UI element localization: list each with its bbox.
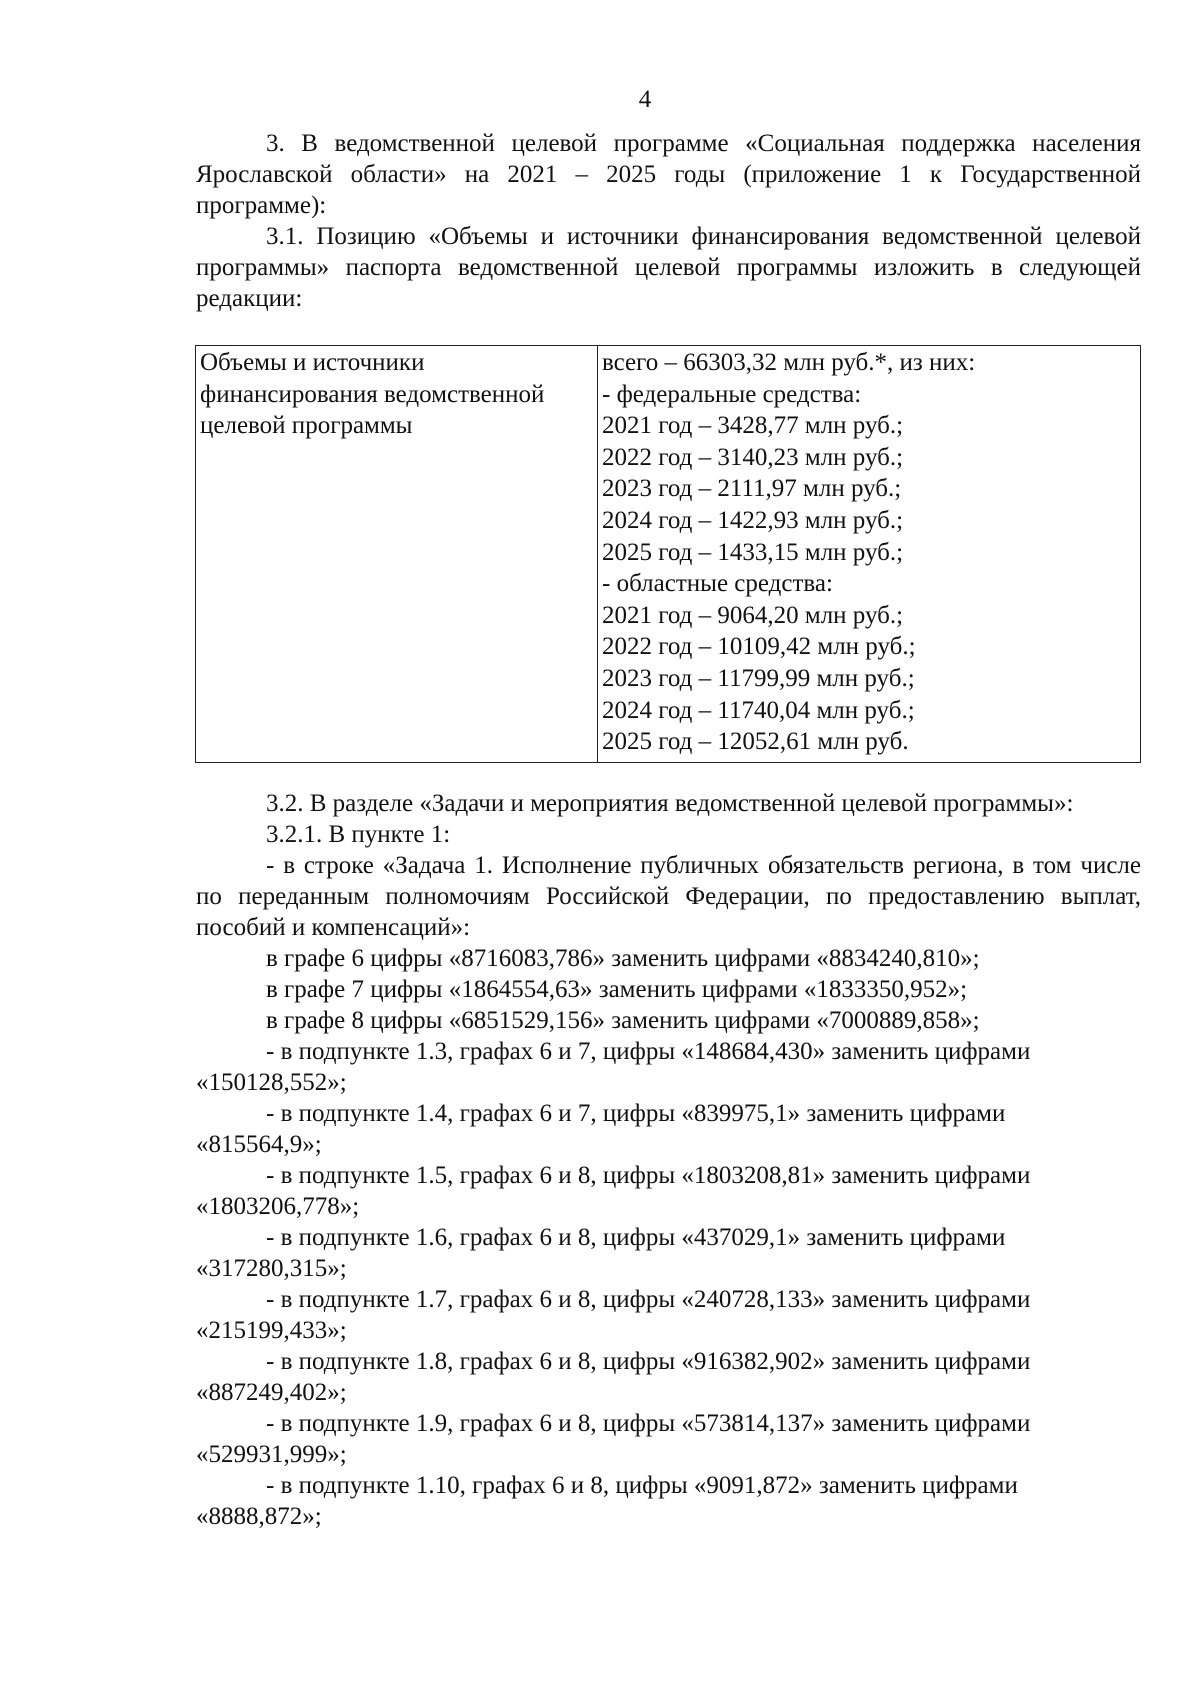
- subitem-1-10: [196, 1470, 1141, 1532]
- subitem-1-9: [196, 1408, 1141, 1470]
- page-number: 4: [638, 86, 652, 113]
- financing-line: - областные средства:: [602, 570, 833, 598]
- financing-line: 2024 год – 11740,04 млн руб.;: [602, 696, 915, 724]
- subitem-value: «317280,315»;: [196, 1255, 347, 1282]
- subitem-text: - в подпункте 1.8, графах 6 и 8, цифры «916382,902» заменить цифрами: [266, 1348, 1031, 1375]
- financing-line: 2024 год – 1422,93 млн руб.;: [602, 506, 904, 534]
- subitem-1-4: [196, 1098, 1141, 1160]
- financing-table-row: [196, 346, 1141, 763]
- subitem-value: «815564,9»;: [196, 1131, 322, 1158]
- financing-line: 2022 год – 10109,42 млн руб.;: [602, 633, 916, 661]
- section-3-intro: 3. В ведомственной целевой программе «Социальная поддержка населения Ярославской области» на 2021 – 2025 годы (приложение 1 к Государственной программе):: [196, 130, 1141, 219]
- financing-table-values: [598, 346, 1141, 763]
- financing-line: 2023 год – 2111,97 млн руб.;: [602, 475, 902, 503]
- section-3-2-1: 3.2.1. В пункте 1:: [266, 821, 451, 848]
- subitem-value: «8888,872»;: [196, 1503, 322, 1530]
- financing-line: 2021 год – 3428,77 млн руб.;: [602, 412, 904, 440]
- financing-table-label: Объемы и источники финансирования ведомственной целевой программы: [196, 346, 598, 763]
- graph-6-instruction: в графе 6 цифры «8716083,786» заменить цифрами «8834240,810»;: [266, 945, 980, 972]
- subitem-text: - в подпункте 1.6, графах 6 и 8, цифры «437029,1» заменить цифрами: [266, 1224, 1006, 1251]
- subitem-value: «1803206,778»;: [196, 1193, 360, 1220]
- financing-table: [195, 345, 1141, 763]
- task-row-instruction: - в строке «Задача 1. Исполнение публичных обязательств региона, в том числе по переданным полномочиям Российской Федерации, по предоставлению выплат, пособий и компенсаций»:: [196, 852, 1141, 941]
- item-3-1: 3.1. Позицию «Объемы и источники финансирования ведомственной целевой программы» паспорта ведомственной целевой программы изложить в следующей редакции:: [196, 223, 1141, 312]
- financing-line: 2022 год – 3140,23 млн руб.;: [602, 443, 904, 471]
- financing-line: всего – 66303,32 млн руб.*, из них:: [602, 349, 976, 376]
- section-3: [196, 128, 1141, 314]
- subitem-text: - в подпункте 1.7, графах 6 и 8, цифры «240728,133» заменить цифрами: [266, 1286, 1031, 1313]
- financing-line: 2023 год – 11799,99 млн руб.;: [602, 664, 915, 692]
- graph-8-instruction: в графе 8 цифры «6851529,156» заменить цифрами «7000889,858»;: [266, 1007, 980, 1034]
- financing-line: - федеральные средства:: [602, 380, 862, 408]
- subitem-1-8: [196, 1346, 1141, 1408]
- subitem-text: - в подпункте 1.5, графах 6 и 8, цифры «1803208,81» заменить цифрами: [266, 1162, 1031, 1189]
- subitem-value: «215199,433»;: [196, 1317, 347, 1344]
- financing-line: 2021 год – 9064,20 млн руб.;: [602, 601, 904, 629]
- financing-line: 2025 год – 1433,15 млн руб.;: [602, 538, 904, 566]
- graph-7-instruction: в графе 7 цифры «1864554,63» заменить цифрами «1833350,952»;: [266, 976, 968, 1003]
- subitem-text: - в подпункте 1.10, графах 6 и 8, цифры «9091,872» заменить цифрами: [266, 1472, 1018, 1499]
- subitem-value: «887249,402»;: [196, 1379, 347, 1406]
- subitem-text: - в подпункте 1.4, графах 6 и 7, цифры «839975,1» заменить цифрами: [266, 1100, 1006, 1127]
- section-3-2: [196, 788, 1141, 1532]
- subitem-1-3: [196, 1036, 1141, 1098]
- section-3-2-heading: 3.2. В разделе «Задачи и мероприятия ведомственной целевой программы»:: [266, 790, 1074, 817]
- subitem-text: - в подпункте 1.3, графах 6 и 7, цифры «148684,430» заменить цифрами: [266, 1038, 1031, 1065]
- financing-line: 2025 год – 12052,61 млн руб.: [602, 728, 909, 756]
- subitem-value: «150128,552»;: [196, 1069, 347, 1096]
- subitem-text: - в подпункте 1.9, графах 6 и 8, цифры «573814,137» заменить цифрами: [266, 1410, 1031, 1437]
- subitem-1-5: [196, 1160, 1141, 1222]
- subitem-value: «529931,999»;: [196, 1441, 347, 1468]
- subitem-1-6: [196, 1222, 1141, 1284]
- subitem-1-7: [196, 1284, 1141, 1346]
